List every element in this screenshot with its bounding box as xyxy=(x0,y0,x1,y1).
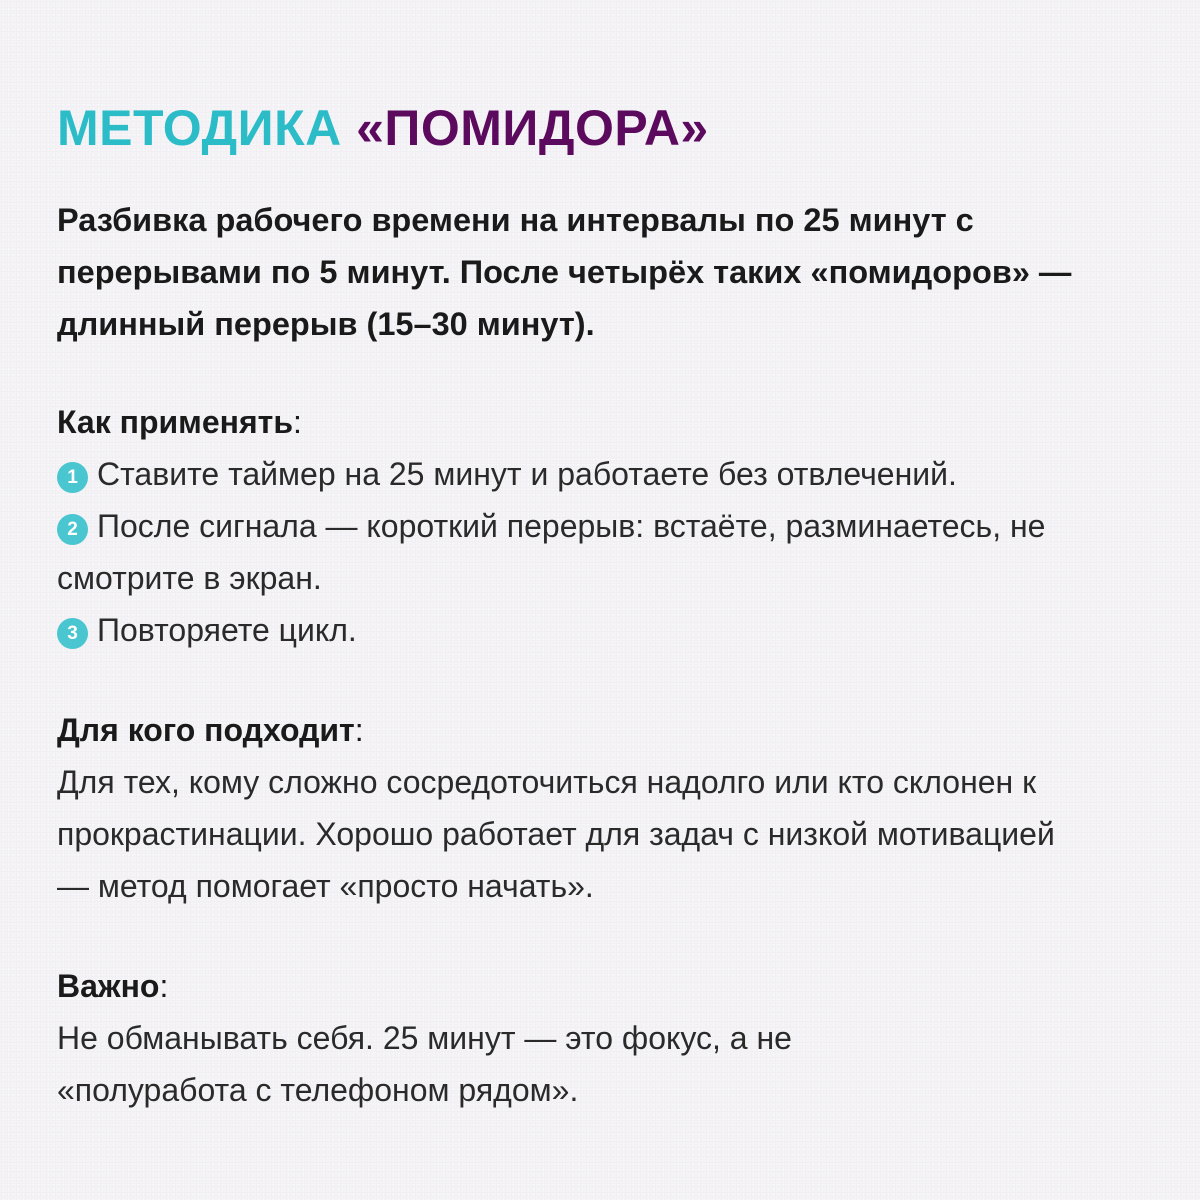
who-fits-heading xyxy=(57,704,364,756)
how-to-apply-heading-text: Как применять xyxy=(57,404,293,440)
step-text: После сигнала — короткий перерыв: встаёте, разминаетесь, не смотрите в экран. xyxy=(57,508,1046,596)
important-text: Не обманывать себя. 25 минут — это фокус, а не «полуработа с телефоном рядом». xyxy=(57,1020,792,1108)
step-item xyxy=(57,500,1157,604)
number-3-icon: 3 xyxy=(57,618,88,649)
how-to-apply-heading xyxy=(57,396,302,448)
step-item xyxy=(57,604,1157,656)
intro-paragraph: Разбивка рабочего времени на интервалы по 25 минут с перерывами по 5 минут. После четырёх таких «помидоров» — длинный перерыв (15–30 минут). xyxy=(57,202,1072,342)
step-text: Ставите таймер на 25 минут и работаете без отвлечений. xyxy=(97,456,957,492)
important-heading-text: Важно xyxy=(57,968,160,1004)
important-heading xyxy=(57,960,168,1012)
step-text: Повторяете цикл. xyxy=(97,612,357,648)
heading-colon: : xyxy=(159,968,169,1004)
heading-colon: : xyxy=(354,712,364,748)
steps-list xyxy=(57,448,1157,656)
title-part-pomodoro: «ПОМИДОРА» xyxy=(356,100,709,156)
number-1-icon: 1 xyxy=(57,462,88,493)
number-2-icon: 2 xyxy=(57,514,88,545)
who-fits-heading-text: Для кого подходит xyxy=(57,712,355,748)
step-item xyxy=(57,448,1157,500)
page-title xyxy=(57,96,709,160)
heading-colon: : xyxy=(292,404,302,440)
title-part-method: МЕТОДИКА xyxy=(57,100,342,156)
who-fits-text: Для тех, кому сложно сосредоточиться надолго или кто склонен к прокрастинации. Хорошо работает для задач с низкой мотивацией — метод помогает «просто начать». xyxy=(57,764,1055,904)
